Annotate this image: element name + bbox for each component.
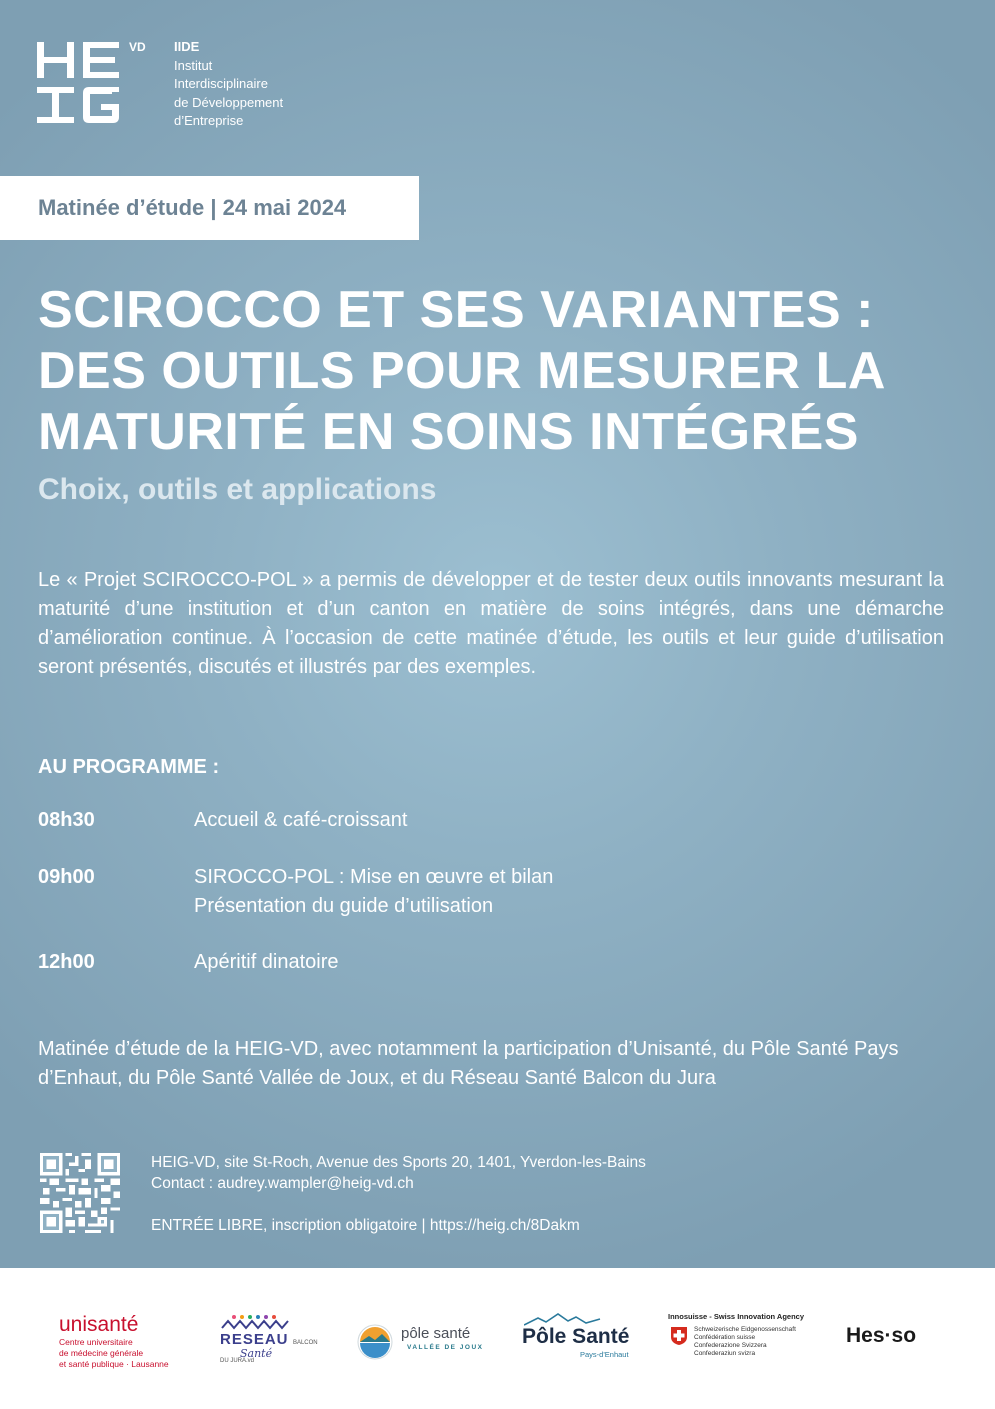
footer-logos bbox=[0, 1268, 995, 1409]
contact-email[interactable]: Contact : audrey.wampler@heig-vd.ch bbox=[151, 1175, 414, 1192]
subtitle: Choix, outils et applications bbox=[38, 473, 437, 506]
reseau-dots-icon bbox=[220, 1314, 290, 1330]
program-desc bbox=[194, 863, 934, 921]
innosuisse-languages bbox=[694, 1326, 796, 1358]
unisante-sub-line: de médecine générale bbox=[59, 1348, 144, 1358]
pole-sante-enhaut-logo bbox=[522, 1313, 632, 1363]
reseau-script-text: Santé bbox=[240, 1347, 273, 1360]
institute-line: de Développement bbox=[174, 94, 284, 110]
event-date-tag: Matinée d’étude | 24 mai 2024 bbox=[0, 176, 419, 240]
program-desc bbox=[194, 806, 934, 835]
pole-enhaut-name: Pôle Santé bbox=[522, 1325, 630, 1348]
program-desc-line: Accueil & café-croissant bbox=[194, 809, 408, 831]
program-heading: AU PROGRAMME : bbox=[38, 756, 220, 778]
pole-joux-name: pôle santé bbox=[401, 1325, 471, 1342]
title-line: MATURITÉ EN SOINS INTÉGRÉS bbox=[38, 403, 859, 461]
reseau-small-text: BALCON DU JURA.vd bbox=[220, 1340, 318, 1364]
institute-name bbox=[174, 38, 283, 131]
unisante-logo bbox=[59, 1313, 169, 1370]
registration-info[interactable]: ENTRÉE LIBRE, inscription obligatoire | https://heig.ch/8Dakm bbox=[151, 1217, 580, 1234]
confederation-line: Schweizerische Eidgenossenschaft bbox=[694, 1326, 796, 1333]
title-line: SCIROCCO ET SES VARIANTES : bbox=[38, 281, 874, 339]
innosuisse-logo bbox=[668, 1312, 818, 1357]
confederation-line: Confederazione Svizzera bbox=[694, 1342, 767, 1349]
logo-vd-label: VD bbox=[129, 40, 146, 54]
program-time: 12h00 bbox=[38, 951, 95, 973]
swiss-shield-icon bbox=[670, 1326, 688, 1346]
venue-address: HEIG-VD, site St-Roch, Avenue des Sports 20, 1401, Yverdon-les-Bains bbox=[151, 1154, 646, 1171]
program-desc bbox=[194, 948, 934, 977]
confederation-line: Confédération suisse bbox=[694, 1334, 756, 1341]
pole-enhaut-sub: Pays-d'Enhaut bbox=[580, 1350, 629, 1359]
reseau-main-text: RESEAU bbox=[220, 1331, 289, 1348]
program-desc-line: Apéritif dinatoire bbox=[194, 951, 339, 973]
institute-line: d’Entreprise bbox=[174, 113, 244, 128]
partners-paragraph: Matinée d’étude de la HEIG-VD, avec notamment la participation d’Unisanté, du Pôle Santé Pays d’Enhaut, du Pôle Santé Vallée de Joux, et du Réseau Santé Balcon du Jura bbox=[38, 1038, 899, 1089]
heig-logo-mark bbox=[37, 40, 127, 126]
pole-joux-emblem-icon bbox=[357, 1324, 393, 1360]
title-line: DES OUTILS POUR MESURER LA bbox=[38, 342, 886, 400]
institute-line: Institut bbox=[174, 57, 213, 73]
page-title bbox=[38, 280, 958, 463]
program-desc-line: Présentation du guide d’utilisation bbox=[194, 895, 494, 917]
unisante-sub-line: et santé publique · Lausanne bbox=[59, 1359, 169, 1369]
confederation-line: Confederaziun svizra bbox=[694, 1350, 756, 1357]
institute-abbr: IIDE bbox=[174, 39, 200, 54]
unisante-sub-line: Centre universitaire bbox=[59, 1337, 133, 1347]
program-desc-line: SIROCCO-POL : Mise en œuvre et bilan bbox=[194, 866, 554, 888]
innosuisse-heading: Innosuisse - Swiss Innovation Agency bbox=[668, 1312, 804, 1321]
unisante-name: unisanté bbox=[59, 1313, 139, 1336]
institute-line: Interdisciplinaire bbox=[174, 76, 268, 91]
reseau-sante-logo bbox=[220, 1314, 320, 1364]
hes-so-logo: Hes·so bbox=[846, 1324, 917, 1347]
program-time: 09h00 bbox=[38, 866, 95, 888]
qr-code-icon[interactable] bbox=[40, 1153, 120, 1233]
pole-joux-sub: VALLÉE DE JOUX bbox=[407, 1344, 484, 1351]
program-time: 08h30 bbox=[38, 809, 95, 831]
heig-vd-logo bbox=[37, 40, 152, 126]
intro-paragraph: Le « Projet SCIROCCO-POL » a permis de développer et de tester deux outils innovants mesurant la maturité d’une institution et d’un canton en matière de soins intégrés, dans une démarche d’amélioration continue. À l’occasion de cette matinée d’étude, les outils et leur guide d’utilisation seront présentés, discutés et illustrés par des exemples. bbox=[38, 569, 944, 678]
